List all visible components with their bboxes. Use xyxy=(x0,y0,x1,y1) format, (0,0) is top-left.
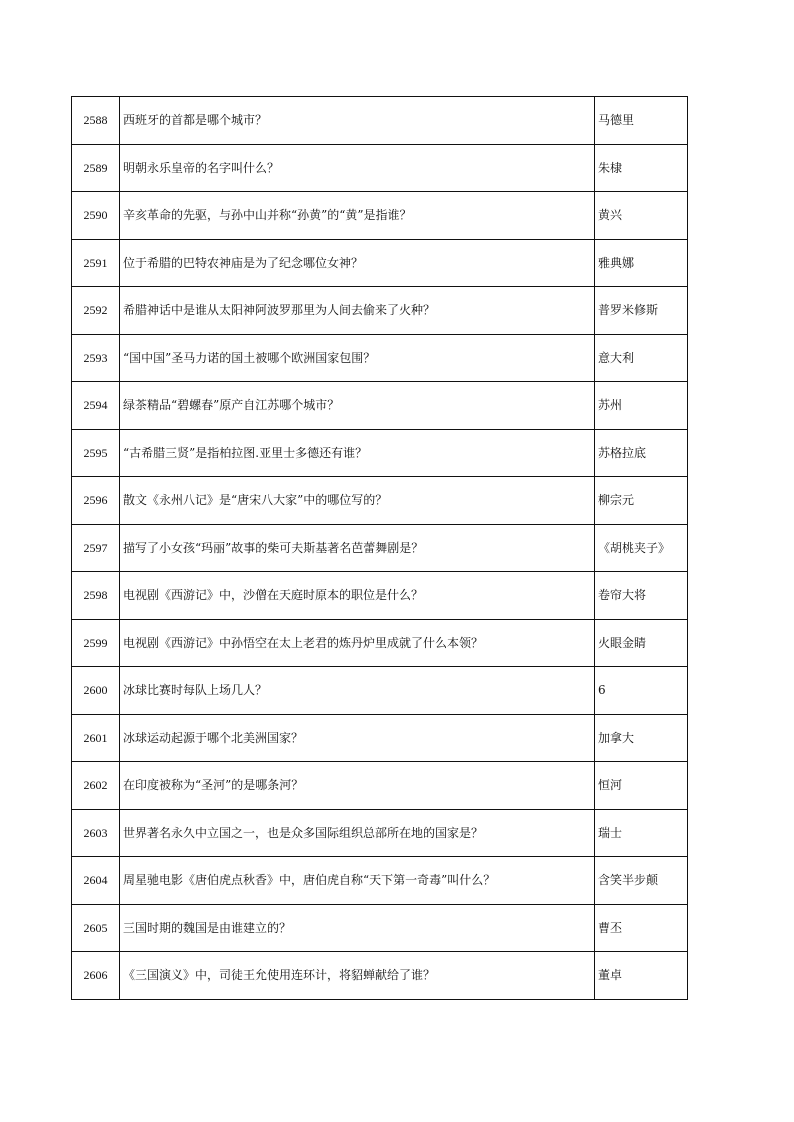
answer-text: 瑞士 xyxy=(595,809,688,857)
question-text: 冰球运动起源于哪个北美洲国家？ xyxy=(120,714,595,762)
question-number: 2592 xyxy=(72,287,120,335)
question-number: 2590 xyxy=(72,192,120,240)
question-text: 明朝永乐皇帝的名字叫什么？ xyxy=(120,144,595,192)
question-text: 位于希腊的巴特农神庙是为了纪念哪位女神？ xyxy=(120,239,595,287)
answer-text: 雅典娜 xyxy=(595,239,688,287)
question-number: 2594 xyxy=(72,382,120,430)
question-text: 冰球比赛时每队上场几人？ xyxy=(120,667,595,715)
quiz-table-body xyxy=(72,97,688,1000)
question-number: 2601 xyxy=(72,714,120,762)
question-number: 2597 xyxy=(72,524,120,572)
question-text: 散文《永州八记》是“唐宋八大家”中的哪位写的？ xyxy=(120,477,595,525)
question-text: 绿茶精品“碧螺春”原产自江苏哪个城市？ xyxy=(120,382,595,430)
question-text: 《三国演义》中，司徒王允使用连环计，将貂蝉献给了谁？ xyxy=(120,952,595,1000)
table-row xyxy=(72,572,688,620)
table-row xyxy=(72,857,688,905)
table-row xyxy=(72,429,688,477)
question-text: “国中国”圣马力诺的国土被哪个欧洲国家包围？ xyxy=(120,334,595,382)
table-row xyxy=(72,667,688,715)
answer-text: 火眼金睛 xyxy=(595,619,688,667)
table-row xyxy=(72,192,688,240)
table-row xyxy=(72,762,688,810)
question-number: 2599 xyxy=(72,619,120,667)
table-row xyxy=(72,144,688,192)
answer-text: 加拿大 xyxy=(595,714,688,762)
question-text: 世界著名永久中立国之一，也是众多国际组织总部所在地的国家是？ xyxy=(120,809,595,857)
question-text: 辛亥革命的先驱，与孙中山并称“孙黄”的“黄”是指谁？ xyxy=(120,192,595,240)
answer-text: 苏格拉底 xyxy=(595,429,688,477)
question-text: 三国时期的魏国是由谁建立的？ xyxy=(120,904,595,952)
answer-text: 马德里 xyxy=(595,97,688,145)
question-text: “古希腊三贤”是指柏拉图.亚里士多德还有谁？ xyxy=(120,429,595,477)
answer-text: 恒河 xyxy=(595,762,688,810)
question-number: 2602 xyxy=(72,762,120,810)
answer-text: 《胡桃夹子》 xyxy=(595,524,688,572)
table-row xyxy=(72,619,688,667)
table-row xyxy=(72,97,688,145)
question-number: 2606 xyxy=(72,952,120,1000)
question-number: 2589 xyxy=(72,144,120,192)
table-row xyxy=(72,524,688,572)
answer-text: 普罗米修斯 xyxy=(595,287,688,335)
question-number: 2604 xyxy=(72,857,120,905)
question-text: 周星驰电影《唐伯虎点秋香》中，唐伯虎自称“天下第一奇毒”叫什么？ xyxy=(120,857,595,905)
question-number: 2588 xyxy=(72,97,120,145)
answer-text: 卷帘大将 xyxy=(595,572,688,620)
question-number: 2600 xyxy=(72,667,120,715)
question-text: 希腊神话中是谁从太阳神阿波罗那里为人间去偷来了火种？ xyxy=(120,287,595,335)
question-number: 2603 xyxy=(72,809,120,857)
answer-text: 柳宗元 xyxy=(595,477,688,525)
question-number: 2593 xyxy=(72,334,120,382)
table-row xyxy=(72,287,688,335)
question-number: 2605 xyxy=(72,904,120,952)
table-row xyxy=(72,477,688,525)
answer-text: 6 xyxy=(595,667,688,715)
answer-text: 含笑半步颠 xyxy=(595,857,688,905)
answer-text: 曹丕 xyxy=(595,904,688,952)
table-row xyxy=(72,334,688,382)
quiz-table xyxy=(71,96,688,1000)
table-row xyxy=(72,809,688,857)
answer-text: 苏州 xyxy=(595,382,688,430)
answer-text: 朱棣 xyxy=(595,144,688,192)
question-text: 描写了小女孩“玛丽”故事的柴可夫斯基著名芭蕾舞剧是？ xyxy=(120,524,595,572)
question-text: 西班牙的首都是哪个城市？ xyxy=(120,97,595,145)
table-row xyxy=(72,904,688,952)
table-row xyxy=(72,382,688,430)
question-number: 2596 xyxy=(72,477,120,525)
answer-text: 意大利 xyxy=(595,334,688,382)
table-row xyxy=(72,714,688,762)
answer-text: 黄兴 xyxy=(595,192,688,240)
table-row xyxy=(72,952,688,1000)
question-number: 2591 xyxy=(72,239,120,287)
question-number: 2598 xyxy=(72,572,120,620)
question-text: 在印度被称为“圣河”的是哪条河？ xyxy=(120,762,595,810)
question-number: 2595 xyxy=(72,429,120,477)
question-text: 电视剧《西游记》中孙悟空在太上老君的炼丹炉里成就了什么本领？ xyxy=(120,619,595,667)
question-text: 电视剧《西游记》中，沙僧在天庭时原本的职位是什么？ xyxy=(120,572,595,620)
table-row xyxy=(72,239,688,287)
answer-text: 董卓 xyxy=(595,952,688,1000)
